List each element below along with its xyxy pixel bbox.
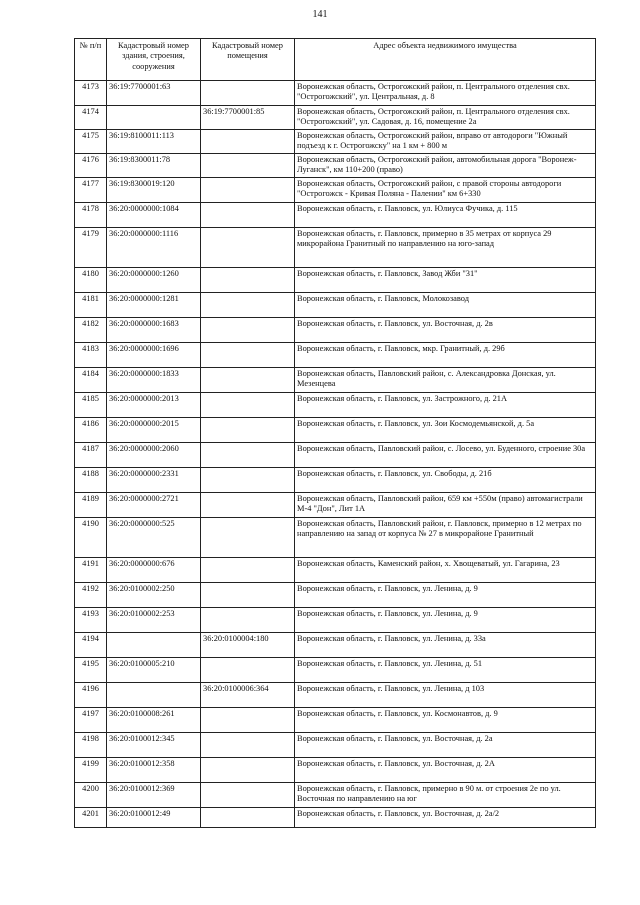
property-address: Воронежская область, г. Павловск, ул. Ленина, д. 33а [295, 633, 596, 658]
table-row [75, 393, 596, 418]
property-address: Воронежская область, Острогожский район, автомобильная дорога "Воронеж-Луганск", км 110+200 (право) [295, 154, 596, 178]
room-cadastral-number [201, 81, 295, 106]
row-number: 4196 [75, 683, 107, 708]
table-row [75, 558, 596, 583]
building-cadastral-number: 36:19:8100011:113 [107, 130, 201, 154]
table-row [75, 518, 596, 558]
row-number: 4179 [75, 228, 107, 268]
row-number: 4183 [75, 343, 107, 368]
room-cadastral-number [201, 368, 295, 393]
property-address: Воронежская область, г. Павловск, ул. Юлиуса Фучика, д. 115 [295, 203, 596, 228]
room-cadastral-number: 36:19:7700001:85 [201, 106, 295, 130]
row-number: 4197 [75, 708, 107, 733]
building-cadastral-number: 36:20:0000000:2015 [107, 418, 201, 443]
header-address: Адрес объекта недвижимого имущества [295, 39, 596, 81]
table-row [75, 758, 596, 783]
property-address: Воронежская область, г. Павловск, ул. Застрожного, д. 21А [295, 393, 596, 418]
room-cadastral-number [201, 178, 295, 203]
table-row [75, 130, 596, 154]
building-cadastral-number [107, 106, 201, 130]
building-cadastral-number: 36:20:0100008:261 [107, 708, 201, 733]
room-cadastral-number [201, 228, 295, 268]
table-row [75, 808, 596, 828]
row-number: 4185 [75, 393, 107, 418]
table-row [75, 418, 596, 443]
property-address: Воронежская область, Павловский район, с. Александровка Донская, ул. Мезенцева [295, 368, 596, 393]
row-number: 4191 [75, 558, 107, 583]
row-number: 4188 [75, 468, 107, 493]
building-cadastral-number: 36:20:0000000:2013 [107, 393, 201, 418]
table-row [75, 106, 596, 130]
building-cadastral-number: 36:20:0100012:49 [107, 808, 201, 828]
building-cadastral-number: 36:20:0000000:2060 [107, 443, 201, 468]
room-cadastral-number: 36:20:0100004:180 [201, 633, 295, 658]
room-cadastral-number [201, 658, 295, 683]
building-cadastral-number: 36:20:0000000:2331 [107, 468, 201, 493]
property-address: Воронежская область, г. Павловск, ул. Свободы, д. 21б [295, 468, 596, 493]
room-cadastral-number [201, 130, 295, 154]
row-number: 4195 [75, 658, 107, 683]
row-number: 4186 [75, 418, 107, 443]
building-cadastral-number: 36:20:0000000:525 [107, 518, 201, 558]
property-address: Воронежская область, г. Павловск, примерно в 35 метрах от корпуса 29 микрорайона Гранитный по направлению на юго-запад [295, 228, 596, 268]
building-cadastral-number: 36:20:0000000:1116 [107, 228, 201, 268]
table-header-row [75, 39, 596, 81]
property-registry-table [74, 38, 596, 828]
table-row [75, 583, 596, 608]
page-number: 141 [312, 9, 328, 20]
table-row [75, 633, 596, 658]
room-cadastral-number [201, 783, 295, 808]
property-address: Воронежская область, г. Павловск, ул. Ленина, д. 9 [295, 583, 596, 608]
table-row [75, 178, 596, 203]
building-cadastral-number: 36:20:0000000:1833 [107, 368, 201, 393]
table-row [75, 81, 596, 106]
building-cadastral-number: 36:20:0000000:1084 [107, 203, 201, 228]
building-cadastral-number: 36:20:0000000:676 [107, 558, 201, 583]
table-row [75, 608, 596, 633]
table-row [75, 293, 596, 318]
room-cadastral-number [201, 343, 295, 368]
building-cadastral-number [107, 633, 201, 658]
row-number: 4173 [75, 81, 107, 106]
row-number: 4178 [75, 203, 107, 228]
row-number: 4176 [75, 154, 107, 178]
property-address: Воронежская область, Острогожский район, с правой стороны автодороги "Острогожск - Кривая Поляна - Палении" км 6+330 [295, 178, 596, 203]
property-address: Воронежская область, г. Павловск, ул. Ленина, д. 51 [295, 658, 596, 683]
property-address: Воронежская область, г. Павловск, ул. Восточная, д. 2в [295, 318, 596, 343]
building-cadastral-number: 36:20:0000000:1281 [107, 293, 201, 318]
property-address: Воронежская область, Павловский район, г. Павловск, примерно в 12 метрах по направлению на запад от корпуса № 27 в микрорайоне Гранитный [295, 518, 596, 558]
table-row [75, 443, 596, 468]
building-cadastral-number: 36:20:0100002:250 [107, 583, 201, 608]
building-cadastral-number: 36:19:7700001:63 [107, 81, 201, 106]
room-cadastral-number [201, 268, 295, 293]
property-address: Воронежская область, Павловский район, 659 км +550м (право) автомагистрали М-4 "Дон", Лит 1А [295, 493, 596, 518]
table-row [75, 154, 596, 178]
room-cadastral-number [201, 493, 295, 518]
building-cadastral-number: 36:20:0100002:253 [107, 608, 201, 633]
property-address: Воронежская область, г. Павловск, ул. Восточная, д. 2а/2 [295, 808, 596, 828]
building-cadastral-number: 36:20:0100012:358 [107, 758, 201, 783]
table-row [75, 468, 596, 493]
table-row [75, 658, 596, 683]
property-address: Воронежская область, г. Павловск, ул. Ленина, д. 9 [295, 608, 596, 633]
table-row [75, 783, 596, 808]
room-cadastral-number [201, 293, 295, 318]
property-address: Воронежская область, г. Павловск, ул. Восточная, д. 2а [295, 733, 596, 758]
row-number: 4198 [75, 733, 107, 758]
property-address: Воронежская область, Острогожский район, п. Центрального отделения свх. "Острогожский", ул. Центральная, д. 8 [295, 81, 596, 106]
building-cadastral-number: 36:19:8300011:78 [107, 154, 201, 178]
table-row [75, 318, 596, 343]
room-cadastral-number [201, 558, 295, 583]
table-row [75, 203, 596, 228]
row-number: 4181 [75, 293, 107, 318]
table-row [75, 368, 596, 393]
property-address: Воронежская область, Острогожский район, вправо от автодороги "Южный подъезд к г. Острогожску" на 1 км + 800 м [295, 130, 596, 154]
table-row [75, 708, 596, 733]
row-number: 4201 [75, 808, 107, 828]
room-cadastral-number [201, 318, 295, 343]
room-cadastral-number: 36:20:0100006:364 [201, 683, 295, 708]
building-cadastral-number: 36:19:8300019:120 [107, 178, 201, 203]
building-cadastral-number: 36:20:0000000:2721 [107, 493, 201, 518]
row-number: 4177 [75, 178, 107, 203]
property-address: Воронежская область, Павловский район, с. Лосево, ул. Буденного, строение 30а [295, 443, 596, 468]
table-row [75, 683, 596, 708]
room-cadastral-number [201, 443, 295, 468]
building-cadastral-number: 36:20:0100005:210 [107, 658, 201, 683]
row-number: 4190 [75, 518, 107, 558]
row-number: 4194 [75, 633, 107, 658]
property-address: Воронежская область, г. Павловск, Молокозавод [295, 293, 596, 318]
row-number: 4174 [75, 106, 107, 130]
building-cadastral-number: 36:20:0000000:1696 [107, 343, 201, 368]
row-number: 4200 [75, 783, 107, 808]
row-number: 4187 [75, 443, 107, 468]
room-cadastral-number [201, 393, 295, 418]
row-number: 4182 [75, 318, 107, 343]
room-cadastral-number [201, 733, 295, 758]
property-address: Воронежская область, Острогожский район, п. Центрального отделения свх. "Острогожский", ул. Садовая, д. 16, помещение 2а [295, 106, 596, 130]
room-cadastral-number [201, 583, 295, 608]
header-number: № п/п [75, 39, 107, 81]
table-row [75, 343, 596, 368]
row-number: 4193 [75, 608, 107, 633]
table-row [75, 268, 596, 293]
building-cadastral-number [107, 683, 201, 708]
property-address: Воронежская область, г. Павловск, ул. Ленина, д 103 [295, 683, 596, 708]
table-row [75, 493, 596, 518]
table-body [75, 81, 596, 828]
property-address: Воронежская область, г. Павловск, ул. Восточная, д. 2А [295, 758, 596, 783]
property-address: Воронежская область, Каменский район, х. Хвощеватый, ул. Гагарина, 23 [295, 558, 596, 583]
building-cadastral-number: 36:20:0100012:369 [107, 783, 201, 808]
row-number: 4189 [75, 493, 107, 518]
room-cadastral-number [201, 808, 295, 828]
building-cadastral-number: 36:20:0000000:1683 [107, 318, 201, 343]
room-cadastral-number [201, 708, 295, 733]
property-address: Воронежская область, г. Павловск, ул. Космонавтов, д. 9 [295, 708, 596, 733]
building-cadastral-number: 36:20:0100012:345 [107, 733, 201, 758]
property-address: Воронежская область, г. Павловск, Завод Жби "31" [295, 268, 596, 293]
header-building-cadastral: Кадастровый номер здания, строения, сооружения [107, 39, 201, 81]
row-number: 4180 [75, 268, 107, 293]
table-row [75, 733, 596, 758]
building-cadastral-number: 36:20:0000000:1260 [107, 268, 201, 293]
row-number: 4175 [75, 130, 107, 154]
room-cadastral-number [201, 154, 295, 178]
room-cadastral-number [201, 468, 295, 493]
row-number: 4184 [75, 368, 107, 393]
header-room-cadastral: Кадастровый номер помещения [201, 39, 295, 81]
property-address: Воронежская область, г. Павловск, мкр. Гранитный, д. 29б [295, 343, 596, 368]
property-address: Воронежская область, г. Павловск, примерно в 90 м. от строения 2е по ул. Восточная по направлению на юг [295, 783, 596, 808]
room-cadastral-number [201, 418, 295, 443]
room-cadastral-number [201, 608, 295, 633]
row-number: 4192 [75, 583, 107, 608]
room-cadastral-number [201, 518, 295, 558]
property-address: Воронежская область, г. Павловск, ул. Зои Космодемьянской, д. 5а [295, 418, 596, 443]
room-cadastral-number [201, 203, 295, 228]
room-cadastral-number [201, 758, 295, 783]
table-row [75, 228, 596, 268]
row-number: 4199 [75, 758, 107, 783]
